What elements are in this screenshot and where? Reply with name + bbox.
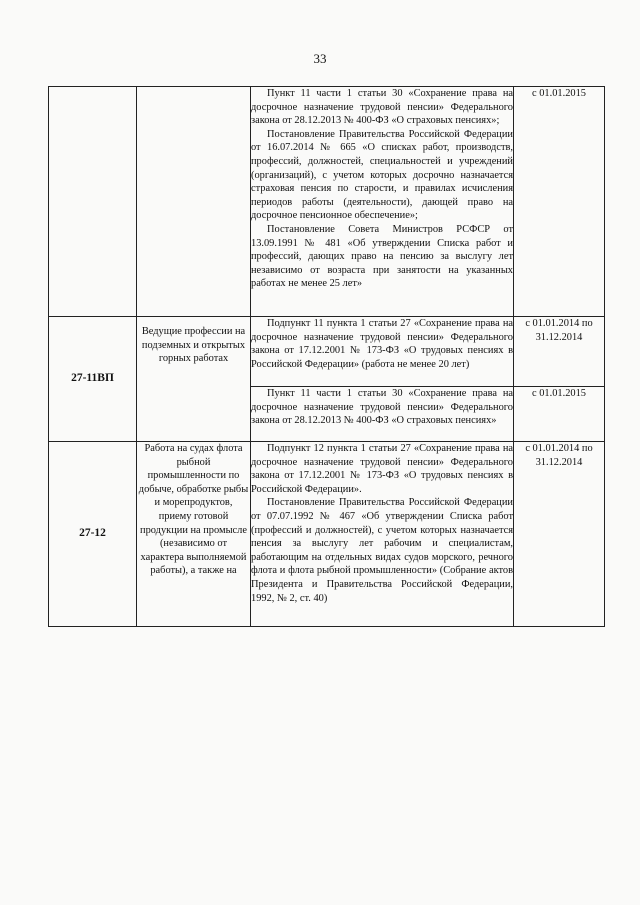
basis-paragraph: Пункт 11 части 1 статьи 30 «Сохранение права на досрочное назначение трудовой пенсии» Федерального закона от 28.12.2013 № 400-ФЗ «О страховых пенсиях» [251,388,513,427]
basis-cell [251,317,514,387]
date-cell: с 01.01.2014 по 31.12.2014 [514,442,605,627]
basis-paragraph: Пункт 11 части 1 статьи 30 «Сохранение права на досрочное назначение трудовой пенсии» Федерального закона от 28.12.2013 № 400-ФЗ «О страховых пенсиях»; [251,88,513,127]
profession-cell [137,317,251,442]
basis-cell [251,87,514,317]
basis-paragraph: Подпункт 11 пункта 1 статьи 27 «Сохранение права на досрочное назначение трудовой пенсии» Федерального закона от 17.12.2001 № 173-ФЗ «О трудовых пенсиях в Российской Федерации» (работа не менее 20 лет) [251,318,513,370]
date-cell: с 01.01.2015 [514,87,605,317]
page-number: 33 [313,51,327,66]
date-cell: с 01.01.2014 по 31.12.2014 [514,317,605,387]
code-cell [49,87,137,317]
table-row [49,317,605,387]
table-row [49,87,605,317]
table-row [49,442,605,627]
basis-paragraph: Подпункт 12 пункта 1 статьи 27 «Сохранение права на досрочное назначение трудовой пенсии» Федерального закона от 17.12.2001 № 173-ФЗ «О трудовых пенсиях в Российской Федерации». [251,443,513,495]
basis-cell [251,387,514,442]
code-cell: 27-12 [49,442,137,627]
profession-cell: Работа на судах флота рыбной промышленности по добыче, обработке рыбы и морепродуктов, приему готовой продукции на промысле (независимо от характера выполняемой работы), а также на [137,442,251,627]
basis-paragraph: Постановление Правительства Российской Федерации от 16.07.2014 № 665 «О списках работ, производств, профессий, должностей, специальностей и учреждений (организаций), с учетом которых досрочно назначается страховая пенсия по старости, и правилах исчисления периодов работы (деятельности), дающей право на досрочное пенсионное обеспечение»; [251,128,513,222]
basis-cell [251,442,514,627]
profession-text: Ведущие профессии на подземных и открытых горных работах [141,326,246,365]
pension-table [48,86,605,627]
code-cell: 27-11ВП [49,317,137,442]
basis-paragraph: Постановление Правительства Российской Федерации от 07.07.1992 № 467 «Об утверждении Списка работ (профессий и должностей), с учетом которых назначается пенсия за выслугу лет рабочим и специалистам, работающим на отдельных видах судов морского, речного флота и флота рыбной промышленности» (Собрание актов Президента и Правительства Российской Федерации, 1992, № 2, ст. 40) [251,497,513,604]
basis-paragraph: Постановление Совета Министров РСФСР от 13.09.1991 № 481 «Об утверждении Списка работ и профессий, дающих право на пенсию за выслугу лет независимо от возраста при занятости на указанных работах не менее 25 лет» [251,223,513,290]
date-cell: с 01.01.2015 [514,387,605,442]
profession-cell [137,87,251,317]
